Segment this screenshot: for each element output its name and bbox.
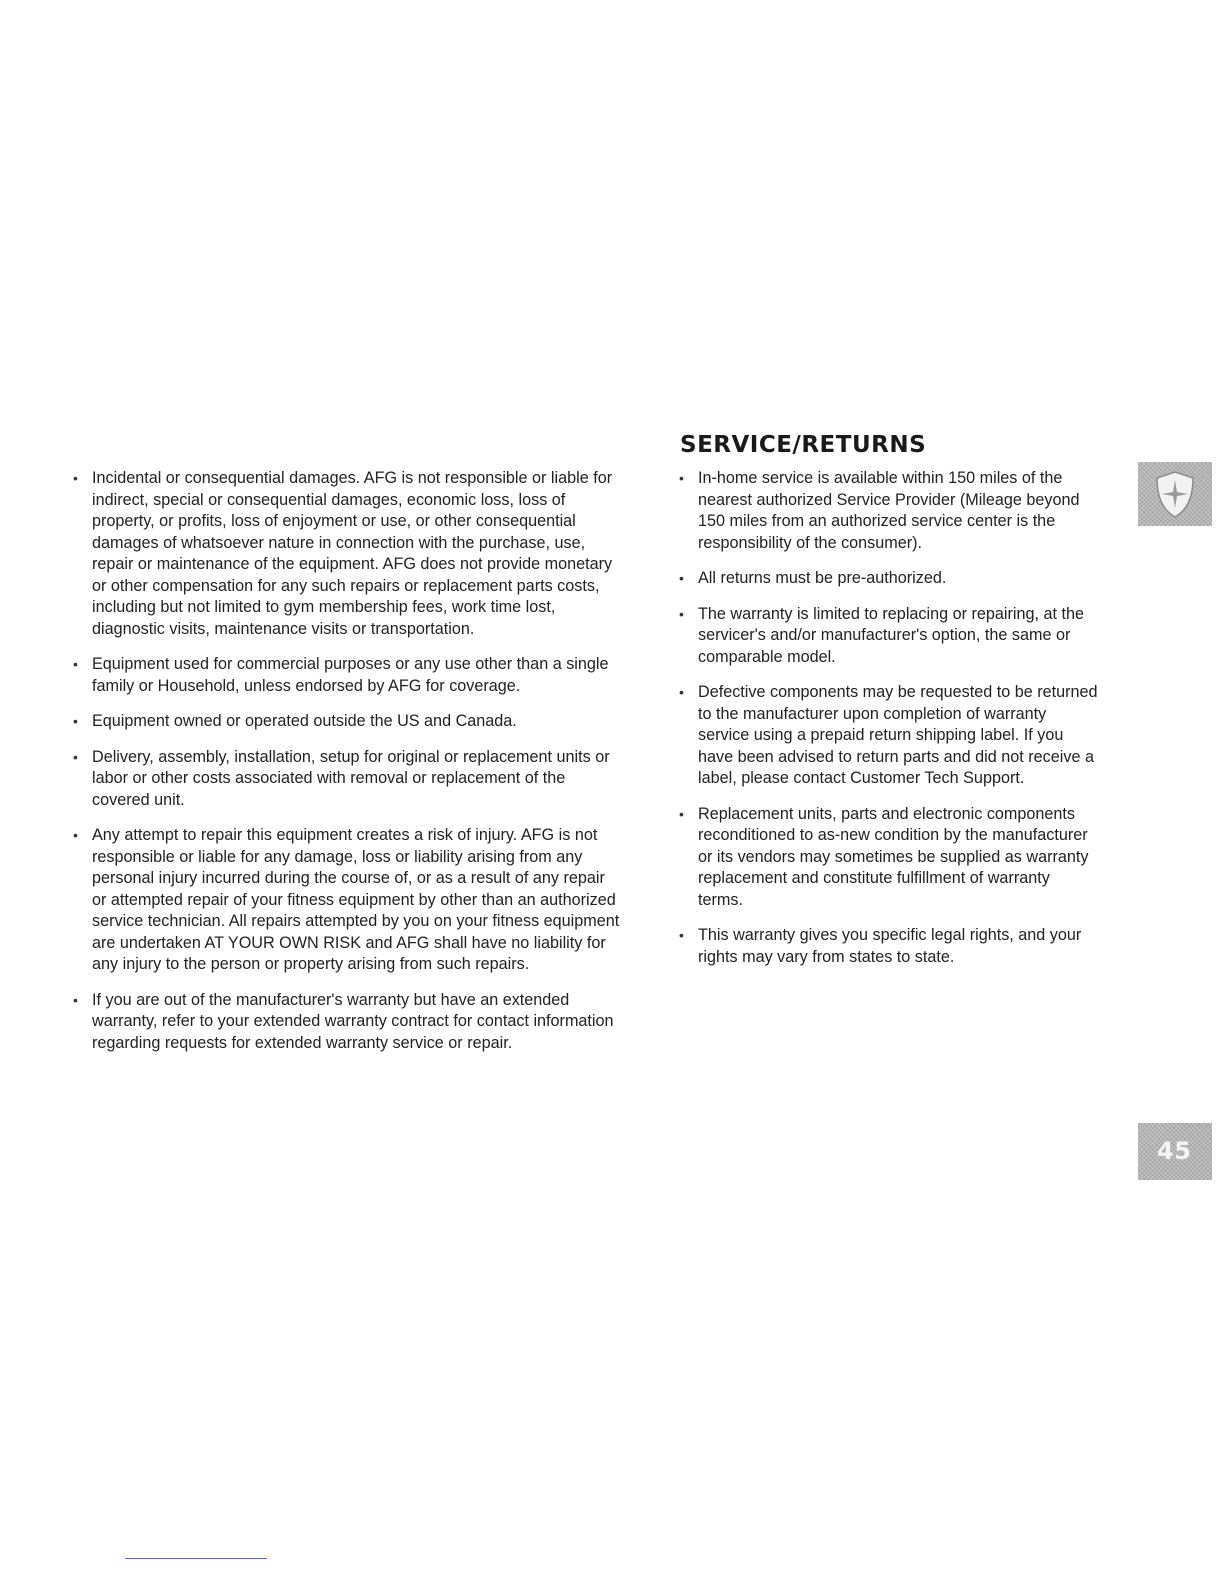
list-item [678, 604, 1098, 669]
list-item-text: Replacement units, parts and electronic components reconditioned to as-new condition by the manufacturer or its vendors may sometimes be supplied as warranty replacement and constitute fulfillment of warranty terms. [698, 804, 1089, 909]
list-item [72, 711, 620, 733]
bullet-icon: • [73, 713, 78, 729]
shield-cross-icon [1146, 470, 1204, 520]
bullet-icon: • [679, 805, 684, 822]
list-item-text: In-home service is available within 150 miles of the nearest authorized Service Provider (Mileage beyond 150 miles from an authorized service center is the responsibility of the consumer). [698, 469, 1080, 552]
bullet-icon: • [73, 470, 78, 486]
list-item [678, 568, 1098, 590]
list-item-text: Delivery, assembly, installation, setup for original or replacement units or labor or other costs associated with removal or replacement of the covered unit. [92, 747, 610, 809]
list-item-text: Any attempt to repair this equipment creates a risk of injury. AFG is not responsible or liable for any damage, loss or liability arising from any personal injury incurred during the course of, or as a result of any repair or attempted repair of your fitness equipment by other than an authorized service technician. All repairs attempted by you on your fitness equipment are undertaken AT YOUR OWN RISK and AFG shall have no liability for any injury to the person or property arising from such repairs. [92, 826, 620, 973]
section-title: SERVICE/RETURNS [680, 432, 927, 458]
list-item [72, 654, 620, 697]
list-item-text: If you are out of the manufacturer's warranty but have an extended warranty, refer to your extended warranty contract for contact information regarding requests for extended warranty service or repair. [92, 990, 614, 1052]
bullet-icon: • [73, 991, 78, 1008]
bullet-icon: • [679, 570, 684, 586]
bullet-icon: • [679, 684, 684, 700]
list-item-text: The warranty is limited to replacing or repairing, at the servicer's and/or manufacturer's option, the same or comparable model. [698, 604, 1084, 666]
list-item [678, 682, 1098, 790]
list-item [72, 747, 620, 812]
bullet-icon: • [73, 748, 78, 765]
list-item-text: All returns must be pre-authorized. [698, 569, 947, 587]
left-column [72, 468, 620, 1068]
list-item-text: This warranty gives you specific legal rights, and your rights may vary from states to state. [698, 926, 1082, 966]
bullet-icon: • [73, 827, 78, 843]
list-item-text: Equipment owned or operated outside the US and Canada. [92, 712, 517, 730]
bullet-icon: • [679, 927, 684, 943]
right-column [678, 430, 1098, 982]
list-item [72, 825, 620, 976]
bullet-icon: • [679, 605, 684, 622]
section-tab [1138, 462, 1212, 526]
list-item [72, 990, 620, 1055]
page-number: 45 [1157, 1137, 1192, 1165]
footer-rule [125, 1558, 267, 1559]
list-item-text: Equipment used for commercial purposes or any use other than a single family or Household, unless endorsed by AFG for coverage. [92, 655, 609, 695]
list-item-text: Incidental or consequential damages. AFG is not responsible or liable for indirect, special or consequential damages, economic loss, loss of property, or profits, loss of enjoyment or use, or other consequential damages of whatsoever nature in connection with the purchase, use, repair or maintenance of the equipment. AFG does not provide monetary or other compensation for any such repairs or replacement parts costs, including but not limited to gym membership fees, work time lost, diagnostic visits, maintenance visits or transportation. [92, 469, 613, 638]
list-item [678, 804, 1098, 912]
service-returns-list [678, 468, 1098, 968]
list-item-text: Defective components may be requested to be returned to the manufacturer upon completion of warranty service using a prepaid return shipping label. If you have been advised to return parts and did not receive a label, please contact Customer Tech Support. [698, 683, 1098, 787]
bullet-icon: • [73, 656, 78, 672]
exclusions-list [72, 468, 620, 1054]
list-item [678, 925, 1098, 968]
bullet-icon: • [679, 470, 684, 486]
list-item [678, 468, 1098, 554]
page-number-tab [1138, 1123, 1212, 1180]
list-item [72, 468, 620, 640]
